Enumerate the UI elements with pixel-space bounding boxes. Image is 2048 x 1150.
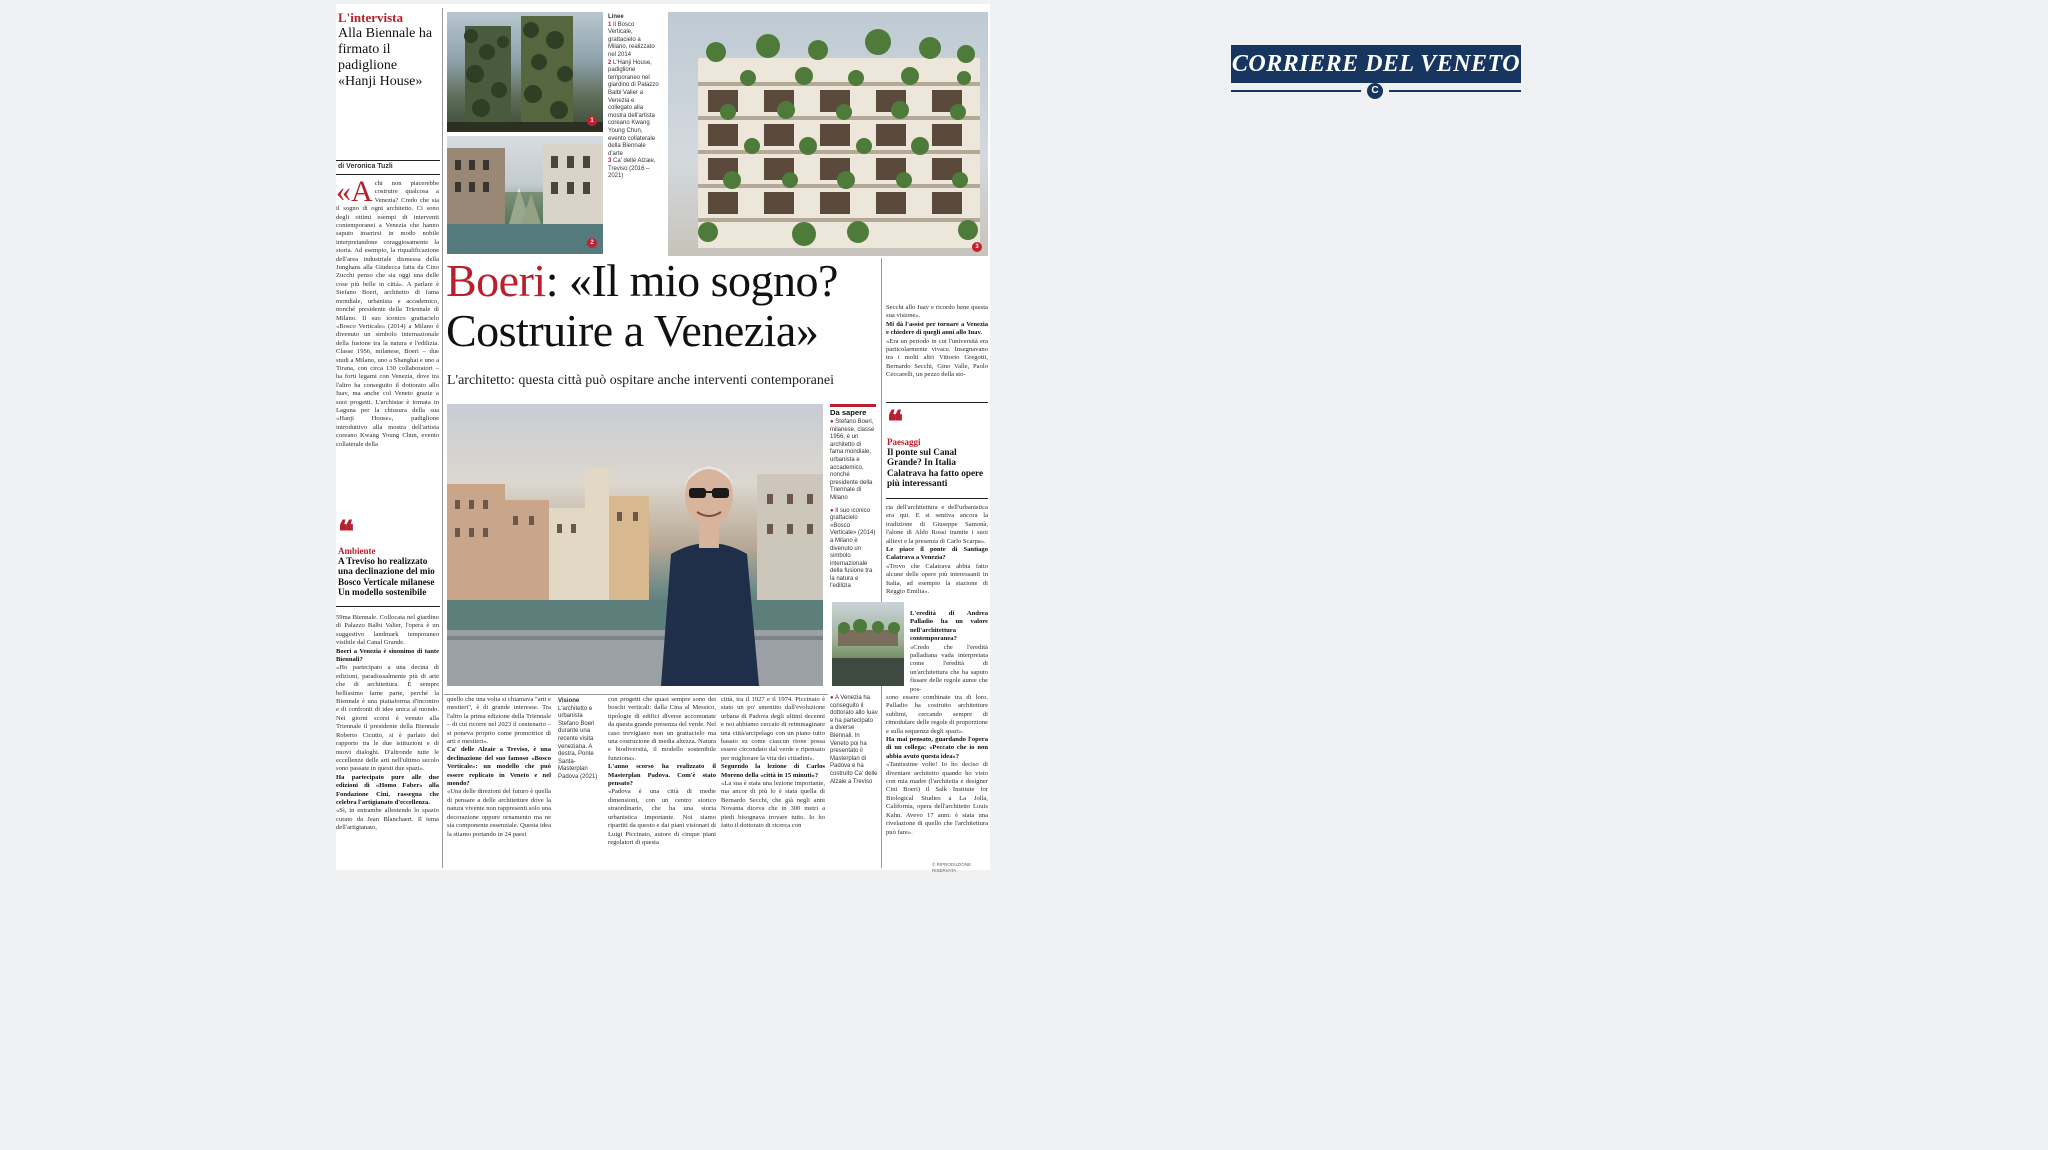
question: Le piace il ponte di Santiago Calatrava a Venezia? (886, 546, 988, 562)
paragraph: 59ma Biennale. Collocata nel giardino di Palazzo Balbi Valier, l'opera è un suggestivo landmark temporaneo visibile dal Canal Grande. (336, 614, 439, 647)
newspaper-page (336, 4, 990, 873)
pullquote-left-rule (336, 606, 440, 607)
masthead-rule-left (1231, 90, 1361, 92)
paragraph: città, tra il 1927 e il 1974. Piccinato è stato un po' smentito dall'evoluzione urbana di Padova degli ultimi decenni e noi abbiamo cercato di reimmaginare una città/arcipelago con un piano tutto basato su come ciascun rione possa essere circondato dal verde e ripensato per migliorare la vita dei cittadini». (721, 696, 825, 762)
portrait-caption-title: Visione (558, 698, 580, 704)
da-sapere-item: ● A Venezia ha conseguito il dottorato allo Iuav e ha partecipato a diverse Biennali. In Veneto poi ha presentato il Masterplan di Padova e ha costruito Ca' delle Alzaie a Treviso (830, 695, 878, 785)
portrait-caption-text: L'architetto e urbanista Stefano Boeri durante una recente visita veneziana. A destra, Ponte Santa-Masterplan Padova (2021) (558, 705, 598, 780)
paragraph: Secchi allo Iuav e ricordo bene questa sua visione». (886, 304, 988, 320)
copyright: © RIPRODUZIONE RISERVATA (932, 862, 972, 873)
question: Boeri a Venezia è sinonimo di tante Biennali? (336, 647, 439, 664)
column-4 (721, 696, 825, 868)
column-rule (881, 258, 882, 868)
column-2 (447, 696, 551, 868)
kicker-deck: Alla Biennale ha firmato il padiglione «Hanji House» (338, 26, 433, 89)
pullquote-right-text: Il ponte sul Canal Grande? In Italia Calatrava ha fatto opere più interessanti (887, 447, 984, 489)
paragraph: «La sua è stata una lezione importante, ma ancor di più lo è stata quella di Bernardo Secchi, che già negli anni Novanta diceva che in 300 metri a piedi bisognava trovare tutto. Io ho fatto il dottorato di ricerca con (721, 780, 825, 830)
paragraph: con progetti che quasi sempre sono dei boschi verticali: dalla Cina al Messico, tipologie di edifici diverse accomunate da questa grande presenza del verde. Nel caso trevigiano non un grattacielo ma una costruzione di media altezza. Natura e biodiversità, il modello sostenibile funziona». (608, 696, 716, 762)
column-right-narrow (910, 610, 988, 694)
caption-item: 3 Ca' delle Alzaie, Treviso (2016 – 2021) (608, 158, 656, 180)
question: Seguendo la lezione di Carlos Moreno della «città in 15 minuti»? (721, 763, 825, 779)
photo-caption-title: Linee (608, 14, 624, 20)
photo-bosco-verticale (447, 12, 603, 132)
photo-number-badge: 2 (587, 238, 597, 248)
da-sapere-box-continued (830, 690, 878, 860)
quote-mark-right: ❝ (887, 405, 904, 440)
masthead-rule-right (1389, 90, 1521, 92)
caption-item: 2 L'Hanji House, padiglione temporaneo nel giardino di Palazzo Balbi Valier a Venezia e collegato alla mostra dell'artista coreano Kwang Young Chun, evento collaterale della Biennale d'arte (608, 59, 659, 157)
da-sapere-item: ● Il suo iconico grattacielo «Bosco Verticale» (2014) a Milano è divenuto un simbolo internazionale della fusione tra la natura e l'edilizia (830, 507, 876, 590)
paragraph: «Credo che l'eredità palladiana vada interpretata come l'eredità di un'architettura che ha saputo fissare delle regole auree che pos- (910, 643, 988, 693)
question: Ha mai pensato, guardando l'opera di un collega: «Peccato che io non abbia avuto questa idea»? (886, 736, 988, 760)
headline-name: Boeri (446, 255, 546, 306)
portrait-caption (558, 698, 602, 858)
hanji-house-illustration (447, 136, 603, 254)
masterplan-illustration (832, 602, 904, 686)
da-sapere-box (830, 404, 876, 600)
paragraph: «Padova è una città di medie dimensioni, con un centro storico straordinario, che ha una storia urbanistica importante. Noi siamo ripartiti da questo e dai piani visionari di Luigi Piccinato, autore di cinque piani regolatori di questa (608, 788, 716, 846)
question: Mi dà l'assist per tornare a Venezia e chiedere di quegli anni allo Iuav. (886, 320, 988, 337)
paragraph: «Una delle direzioni del futuro è quella di pensare a delle architetture dove la natura vivente non rappresenti solo una decorazione oppure ornamento ma ne sia componente essenziale. Questa idea la stiamo portando in 24 paesi (447, 788, 551, 838)
headline (446, 256, 876, 356)
photo-number-badge: 1 (587, 116, 597, 126)
photo-ca-delle-alzaie (668, 12, 988, 256)
pullquote-left-label: Ambiente (338, 546, 376, 556)
paragraph: sono essere combinate tra di loro. Palladio ha costruito architetture sublimi, cercando sempre di rimodulare delle regole di proporzione e sulla sequenza degli spazi». (886, 694, 988, 735)
pullquote-right-label: Paesaggi (887, 437, 921, 447)
masthead-logo: CORRIERE DEL VENETO (1231, 45, 1521, 83)
question: L'anno scorso ha realizzato il Masterplan Padova. Com'è stato pensato? (608, 763, 716, 788)
question: Ha partecipato pure alle due edizioni di «Homo Faber» alla Fondazione Cini, rassegna che celebra l'artigianato d'eccellenza. (336, 773, 439, 806)
question: L'eredità di Andrea Palladio ha un valore nell'architettura contemporanea? (910, 610, 988, 643)
da-sapere-title: Da sapere (830, 408, 867, 417)
column-rule (442, 8, 443, 868)
byline: di Veronica Tuzli (338, 163, 393, 170)
venice-portrait-illustration (447, 404, 823, 686)
photo-boeri-portrait (447, 404, 823, 686)
paragraph: quello che una volta si chiamava "arti e mestieri", è di grande interesse. Tra l'altro la prima edizione della Triennale – di cui ricorre nel 2023 il centenario – si poneva proprio come promotrice di arti e mestieri». (447, 696, 551, 746)
paragraph: «Trovo che Calatrava abbia fatto alcune delle opere più interessanti in Italia, ad esempio la stazione di Reggio Emilia». (886, 562, 988, 596)
intro-text: chi non piacerebbe costruire qualcosa a Venezia? Credo che sia il sogno di ogni architetto. Ci sono degli ottimi esempi di interventi contemporanei a Venezia che hanno saputo inserirsi in modo nobile interpretandone coraggiosamente la storia. Ad esempio, la riqualificazione dell'area industriale dismessa della Junghans alla Giudecca fatta da Cino Zucchi penso che sia oggi una delle cose più belle in città». A parlare è Stefano Boeri, architetto di fama mondiale, urbanista e accademico, nonché presidente della Triennale di Milano. Il suo iconico grattacielo «Bosco Verticale» (2014) a Milano è divenuto un simbolo internazionale della fusione tra la natura e l'edilizia. Classe 1956, milanese, Boeri – due studi a Milano, uno a Shanghai e uno a Tirana, con circa 130 collaboratori – ha forti legami con Venezia, dove tra l'altro ha conseguito il dottorato allo Iuav, ma anche col Veneto grazie a suoi progetti. L'archistar è tornata in Laguna per la chiusura della sua «Hanji House», padiglione introduttivo alla mostra dell'artista coreano Kwang Young Chun, evento collaterale della (336, 180, 439, 448)
photo-masterplan-padova (832, 602, 904, 686)
paragraph: «Era un periodo in cui l'università era particolarmente vivace. Insegnavano tra i molti altri Vittorio Gregotti, Bernardo Secchi, Gino Valle, Paolo Ceccarelli, un pezzo della sto- (886, 337, 988, 379)
byline-rule (336, 160, 440, 161)
headline-line-2: Costruire a Venezia» (446, 305, 819, 356)
kicker-label: L'intervista (338, 10, 403, 25)
pullquote-right-rule-bottom (886, 498, 988, 499)
column-right-top (886, 304, 988, 400)
lower-rule (444, 694, 828, 695)
pullquote-left-text: A Treviso ho realizzato una declinazione del mio Bosco Verticale milanese Un modello sostenibile (338, 556, 435, 598)
dropcap: «A (336, 175, 373, 208)
column-left-lower (336, 614, 439, 870)
da-sapere-item: ● Stefano Boeri, milanese, classe 1956, è un architetto di fama mondiale, urbanista e accademico, nonché presidente della Triennale di Milano (830, 419, 875, 501)
photo-caption (608, 14, 660, 250)
paragraph: «Tantissime volte! Io ho deciso di diventare architetto quando ho visto con mia madre (l'architetta e designer Cini Boeri) il Salk Institute for Biological Studies a La Jolla, California, opera dell'architetto Louis Kahn. Avevo 17 anni: è stata una rivelazione di quello che l'architettura può fare». (886, 761, 988, 836)
paragraph: «Ho partecipato a una decina di edizioni, paradossalmente più di arte che di architettura. È sempre bellissimo farne parte, perché la Biennale è una piattaforma d'incontro e di confronti di idee unica al mondo. Nei giorni scorsi è venuto alla Triennale il presidente della Biennale Roberto Cicutto, si è parlato del rapporto tra le due istituzioni e di nuovi dialoghi. D'altronde tutte le eccellenze delle arti nell'ultimo secolo sono passate in questi due spazi». (336, 664, 439, 773)
headline-line-1: Boeri: «Il mio sogno? (446, 255, 838, 306)
ca-delle-alzaie-illustration (668, 12, 988, 256)
column-right-low (886, 694, 988, 858)
bosco-verticale-illustration (447, 12, 603, 132)
question: Ca' delle Alzaie a Treviso, è una declinazione del suo famoso «Bosco Verticale»: un modello che può essere replicato in Veneto e nel mondo? (447, 746, 551, 788)
caption-item: 1 Il Bosco Verticale, grattacielo a Milano, realizzato nel 2014 (608, 21, 655, 58)
pullquote-right-rule (886, 402, 988, 403)
quote-mark-left: ❝ (338, 515, 355, 550)
subhead: L'architetto: questa città può ospitare anche interventi contemporanei (447, 373, 834, 388)
photo-number-badge: 3 (972, 242, 982, 252)
paragraph: ria dell'architettura e dell'urbanistica era qui. E si sentiva ancora la tradizione di Giuseppe Samonà, l'alone di Aldo Rossi tramite i suoi allievi e la presenza di Carlo Scarpa». (886, 504, 988, 545)
photo-hanji-house (447, 136, 603, 254)
intro-column (336, 175, 439, 506)
paragraph: «Sì, in entrambe allestendo lo spazio curato da Jean Blanchaert. Il tema dell'artigianato, (336, 807, 439, 832)
column-3 (608, 696, 716, 868)
column-right-mid (886, 504, 988, 608)
masthead-mark: C (1367, 83, 1383, 99)
